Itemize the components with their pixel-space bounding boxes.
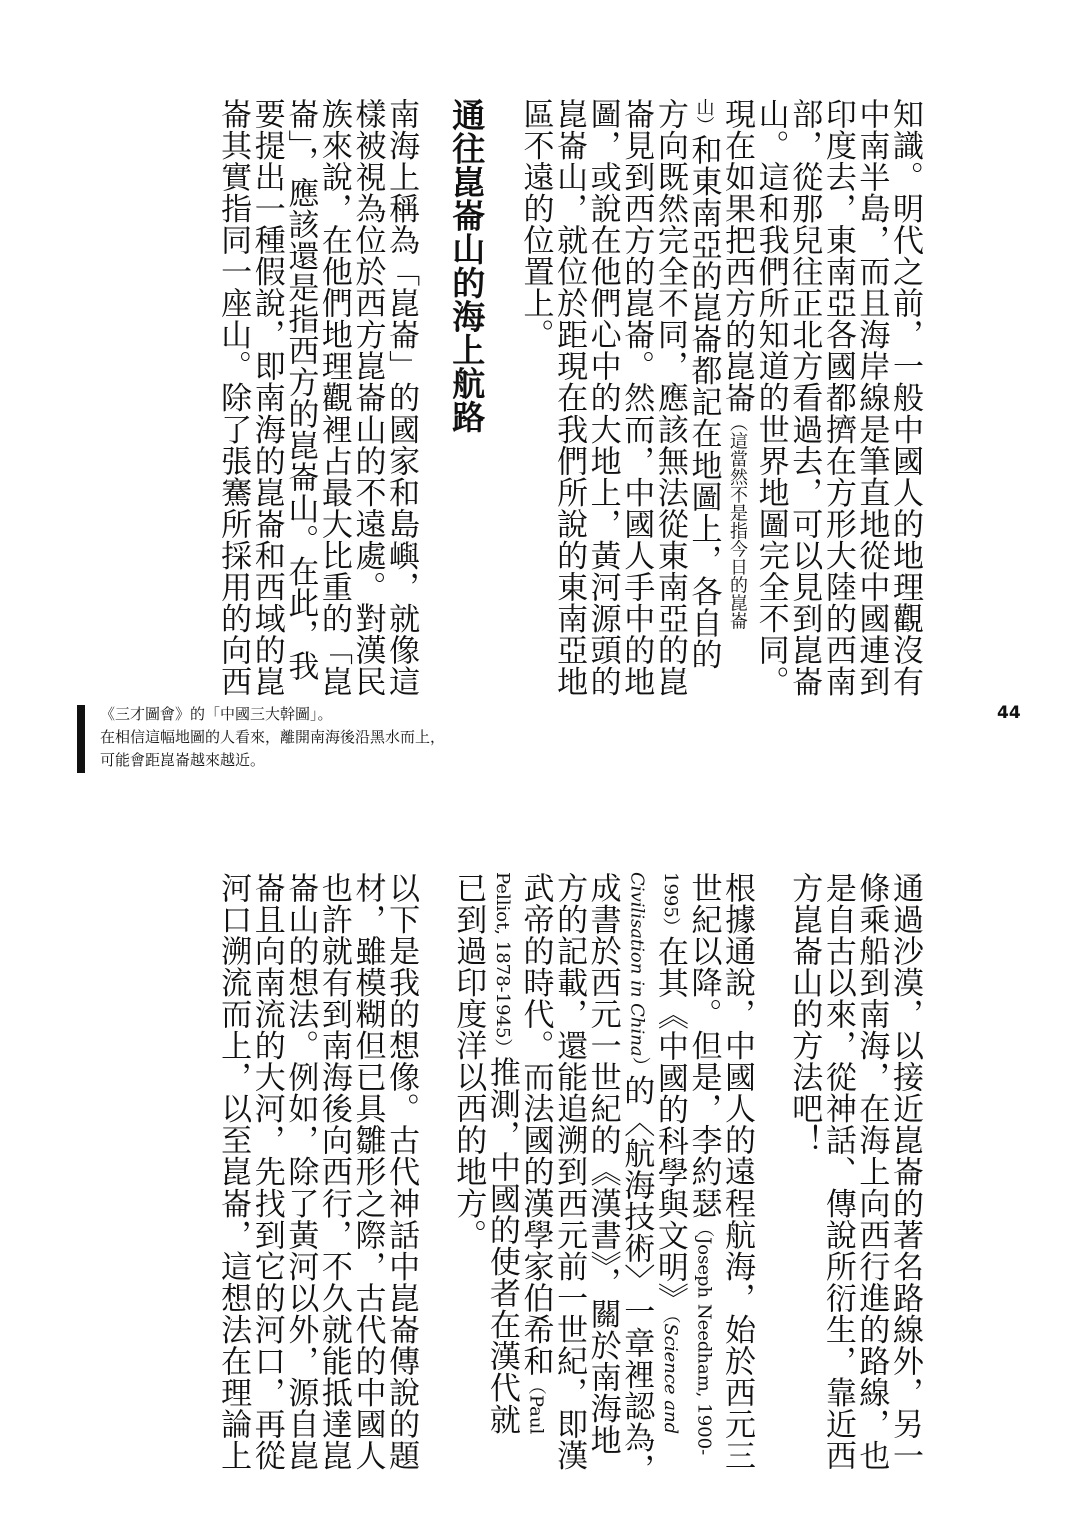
inline-note: Civilisation in China） bbox=[626, 872, 648, 1075]
text-main: 現在如果把西方的崑崙 bbox=[719, 98, 756, 414]
text-column: 崙」，應該還是指西方的崑崙山。在此，我 bbox=[282, 98, 319, 682]
blank-column bbox=[752, 872, 786, 1485]
page-number: 44 bbox=[997, 703, 1021, 723]
text-column bbox=[618, 872, 655, 1485]
text-column bbox=[483, 872, 520, 1485]
text-main: 在其《中國的科學與文明》 bbox=[651, 935, 688, 1315]
text-column: 山。這和我們所知道的世界地圖完全不同。 bbox=[752, 98, 789, 698]
text-column: 崙且向南流的大河，先找到它的河口，再從 bbox=[248, 872, 285, 1472]
text-column: 材，雖模糊但已具雛形之際，古代的中國人 bbox=[349, 872, 386, 1472]
text-column: 條乘船到南海，在海上向西行進的路線，也 bbox=[853, 872, 890, 1472]
caption-line: 可能會距崑崙越來越近。 bbox=[100, 751, 266, 769]
text-column: 成書於西元一世紀的《漢書》，關於南海地 bbox=[584, 872, 621, 1456]
text-column bbox=[685, 872, 722, 1485]
text-column: 崙見到西方的崑崙。然而，中國人手中的地 bbox=[618, 98, 655, 698]
text-column: 圖，或說在他們心中的大地上，黃河源頭的 bbox=[584, 98, 621, 698]
text-column: 知識。明代之前，一般中國人的地理觀沒有 bbox=[887, 98, 923, 698]
inline-note: （Joseph Needham, 1900- bbox=[693, 1219, 715, 1456]
text-column: 部，從那兒往正北方看過去，可以見到崑崙 bbox=[786, 98, 823, 698]
text-column: 南海上稱為「崑崙」的國家和島嶼，就像這 bbox=[383, 98, 420, 698]
caption-line: 在相信這幅地圖的人看來，離開南海後沿黑水而上， bbox=[100, 728, 446, 746]
blank-column bbox=[416, 872, 450, 1485]
text-column: 族來說，在他們地理觀裡占最大比重的「崑 bbox=[315, 98, 352, 698]
text-main: 世紀以降。但是，李約瑟 bbox=[685, 872, 722, 1220]
inline-note: （Science and bbox=[659, 1314, 681, 1435]
text-column: 印度去，東南亞各國都擠在方形大陸的西南 bbox=[819, 98, 856, 698]
inline-note: 山） bbox=[693, 98, 715, 134]
text-column: 方向既然完全不同，應該無法從東南亞的崑 bbox=[651, 98, 688, 698]
inline-note: （這當然不是指今日的崑崙 bbox=[727, 413, 749, 630]
caption-line: 《三才圖會》的「中國三大幹圖」。 bbox=[100, 705, 333, 723]
text-main: 武帝的時代。而法國的漢學家伯希和 bbox=[517, 872, 554, 1377]
text-column: 區不遠的位置上。 bbox=[517, 98, 554, 351]
text-main: 推測，中國的使者在漢代就 bbox=[483, 1056, 520, 1436]
text-column bbox=[718, 98, 756, 697]
text-column: 樣被視為位於西方崑崙山的不遠處。對漢民 bbox=[349, 98, 386, 698]
inline-note: Pelliot, 1878-1945） bbox=[491, 872, 513, 1057]
upper-text-block bbox=[215, 98, 923, 698]
text-column: 中南半島，而且海岸線是筆直地從中國連到 bbox=[853, 98, 890, 698]
inline-note: 1995） bbox=[659, 872, 681, 936]
inline-note: （Paul bbox=[525, 1376, 547, 1435]
text-column: 方崑崙山的方法吧！ bbox=[786, 872, 823, 1156]
text-column: 根據通說，中國人的遠程航海，始於西元三 bbox=[719, 872, 756, 1472]
lower-text-block bbox=[215, 872, 923, 1485]
text-column: 崑崙山，就位於距現在我們所說的東南亞地 bbox=[551, 98, 588, 698]
text-column: 崙其實指同一座山。除了張騫所採用的向西 bbox=[215, 98, 252, 698]
text-column: 通過沙漠，以接近崑崙的著名路線外，另一 bbox=[887, 872, 923, 1472]
text-column: 已到過印度洋以西的地方。 bbox=[450, 872, 487, 1251]
text-column bbox=[685, 98, 722, 697]
text-column: 也許就有到南海後向西行，不久就能抵達崑 bbox=[315, 872, 352, 1472]
text-column: 要提出一種假說，即南海的崑崙和西域的崑 bbox=[248, 98, 285, 698]
blank-column bbox=[416, 98, 450, 697]
text-main: 和東南亞的崑崙都記在地圖上，各自的 bbox=[685, 134, 722, 671]
section-heading: 通往崑崙山的海上航路 bbox=[447, 98, 487, 434]
blank-column bbox=[483, 98, 517, 697]
text-column: 崙山的想法。例如，除了黃河以外，源自崑 bbox=[282, 872, 319, 1472]
text-column: 是自古以來，從神話、傳說所衍生，靠近西 bbox=[819, 872, 856, 1472]
caption-bar bbox=[77, 705, 85, 773]
figure-caption bbox=[100, 703, 445, 772]
text-column: 方的記載，還能追溯到西元前一世紀，即漢 bbox=[551, 872, 588, 1472]
text-column: 以下是我的想像。古代神話中崑崙傳說的題 bbox=[383, 872, 420, 1472]
text-main: 的〈航海技術〉一章裡認為， bbox=[618, 1074, 655, 1485]
text-column bbox=[651, 872, 688, 1485]
text-column: 河口溯流而上，以至崑崙，這想法在理論上 bbox=[215, 872, 252, 1472]
text-column bbox=[517, 872, 554, 1485]
